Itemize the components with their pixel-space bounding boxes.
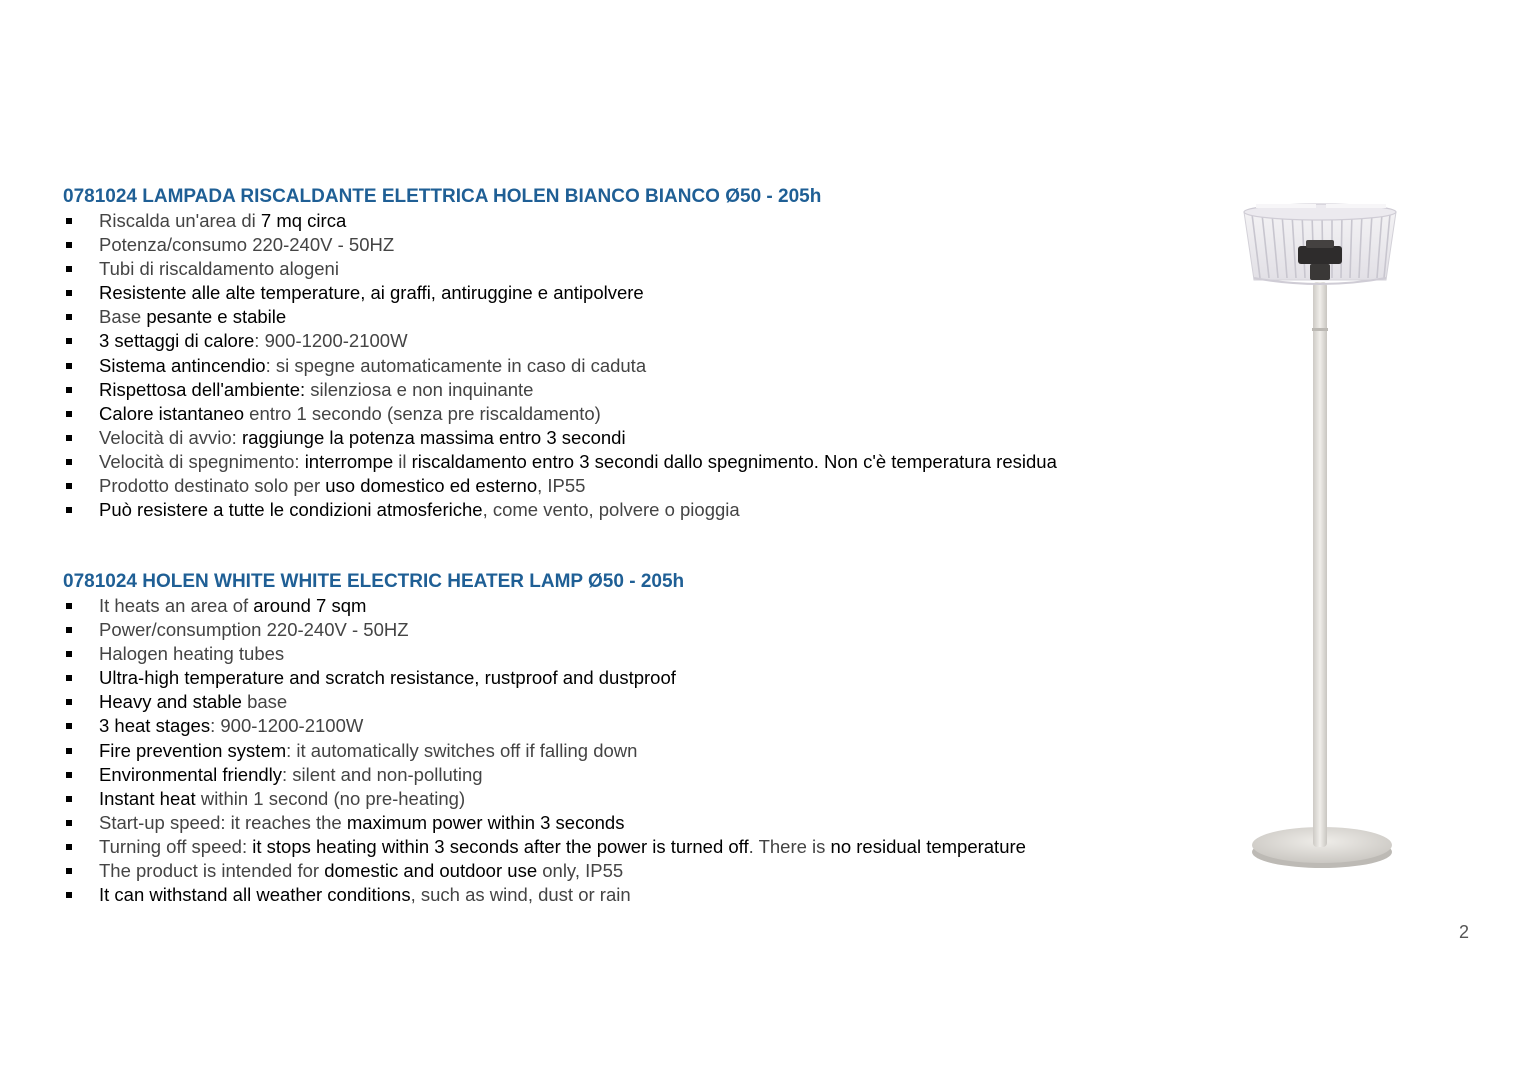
list-item: 3 heat stages: 900-1200-2100W <box>63 714 1183 738</box>
bullet-square-icon <box>66 266 72 272</box>
bullet-square-icon <box>66 242 72 248</box>
list-item: Halogen heating tubes <box>63 642 1183 666</box>
list-item: 3 settaggi di calore: 900-1200-2100W <box>63 329 1183 353</box>
list-item: Resistente alle alte temperature, ai graffi, antiruggine e antipolvere <box>63 281 1183 305</box>
list-item: Heavy and stable base <box>63 690 1183 714</box>
bullet-square-icon <box>66 290 72 296</box>
list-item: Power/consumption 220-240V - 50HZ <box>63 618 1183 642</box>
bullet-square-icon <box>66 627 72 633</box>
bullet-square-icon <box>66 603 72 609</box>
bullet-square-icon <box>66 796 72 802</box>
italian-feature-list <box>63 209 1183 522</box>
bullet-square-icon <box>66 314 72 320</box>
list-item: Può resistere a tutte le condizioni atmosferiche, come vento, polvere o pioggia <box>63 498 1183 522</box>
list-item: Velocità di avvio: raggiunge la potenza massima entro 3 secondi <box>63 426 1183 450</box>
bullet-square-icon <box>66 868 72 874</box>
list-item: Turning off speed: it stops heating within 3 seconds after the power is turned off. There is no residual temperature <box>63 835 1183 859</box>
bullet-square-icon <box>66 338 72 344</box>
italian-product-title: 0781024 LAMPADA RISCALDANTE ELETTRICA HOLEN BIANCO BIANCO Ø50 - 205h <box>63 186 822 207</box>
bullet-square-icon <box>66 435 72 441</box>
bullet-square-icon <box>66 820 72 826</box>
bullet-square-icon <box>66 411 72 417</box>
bullet-square-icon <box>66 675 72 681</box>
bullet-square-icon <box>66 748 72 754</box>
list-item: Tubi di riscaldamento alogeni <box>63 257 1183 281</box>
bullet-square-icon <box>66 387 72 393</box>
bullet-square-icon <box>66 483 72 489</box>
english-product-title: 0781024 HOLEN WHITE WHITE ELECTRIC HEATER LAMP Ø50 - 205h <box>63 571 685 592</box>
list-item: Calore istantaneo entro 1 secondo (senza pre riscaldamento) <box>63 402 1183 426</box>
list-item: Base pesante e stabile <box>63 305 1183 329</box>
list-item: Potenza/consumo 220-240V - 50HZ <box>63 233 1183 257</box>
page-number: 2 <box>1459 922 1470 942</box>
bullet-square-icon <box>66 218 72 224</box>
list-item: Ultra-high temperature and scratch resistance, rustproof and dustproof <box>63 666 1183 690</box>
list-item: Start-up speed: it reaches the maximum power within 3 seconds <box>63 811 1183 835</box>
list-item: Instant heat within 1 second (no pre-heating) <box>63 787 1183 811</box>
list-item: The product is intended for domestic and outdoor use only, IP55 <box>63 859 1183 883</box>
english-feature-list <box>63 594 1183 907</box>
list-item: Rispettosa dell'ambiente: silenziosa e non inquinante <box>63 378 1183 402</box>
list-item: It can withstand all weather conditions, such as wind, dust or rain <box>63 883 1183 907</box>
bullet-square-icon <box>66 772 72 778</box>
bullet-square-icon <box>66 844 72 850</box>
list-item: Prodotto destinato solo per uso domestico ed esterno, IP55 <box>63 474 1183 498</box>
english-section <box>63 570 1183 907</box>
bullet-square-icon <box>66 723 72 729</box>
list-item: Sistema antincendio: si spegne automaticamente in caso di caduta <box>63 354 1183 378</box>
bullet-square-icon <box>66 507 72 513</box>
list-item: Riscalda un'area di 7 mq circa <box>63 209 1183 233</box>
patio-heater-lamp-icon <box>1230 190 1410 880</box>
list-item: Environmental friendly: silent and non-polluting <box>63 763 1183 787</box>
list-item: Velocità di spegnimento: interrompe il riscaldamento entro 3 secondi dallo spegnimento. Non c'è temperatura residua <box>63 450 1183 474</box>
bullet-square-icon <box>66 892 72 898</box>
bullet-square-icon <box>66 363 72 369</box>
list-item: Fire prevention system: it automatically switches off if falling down <box>63 739 1183 763</box>
bullet-square-icon <box>66 459 72 465</box>
bullet-square-icon <box>66 651 72 657</box>
italian-section <box>63 185 1183 522</box>
bullet-square-icon <box>66 699 72 705</box>
list-item: It heats an area of around 7 sqm <box>63 594 1183 618</box>
